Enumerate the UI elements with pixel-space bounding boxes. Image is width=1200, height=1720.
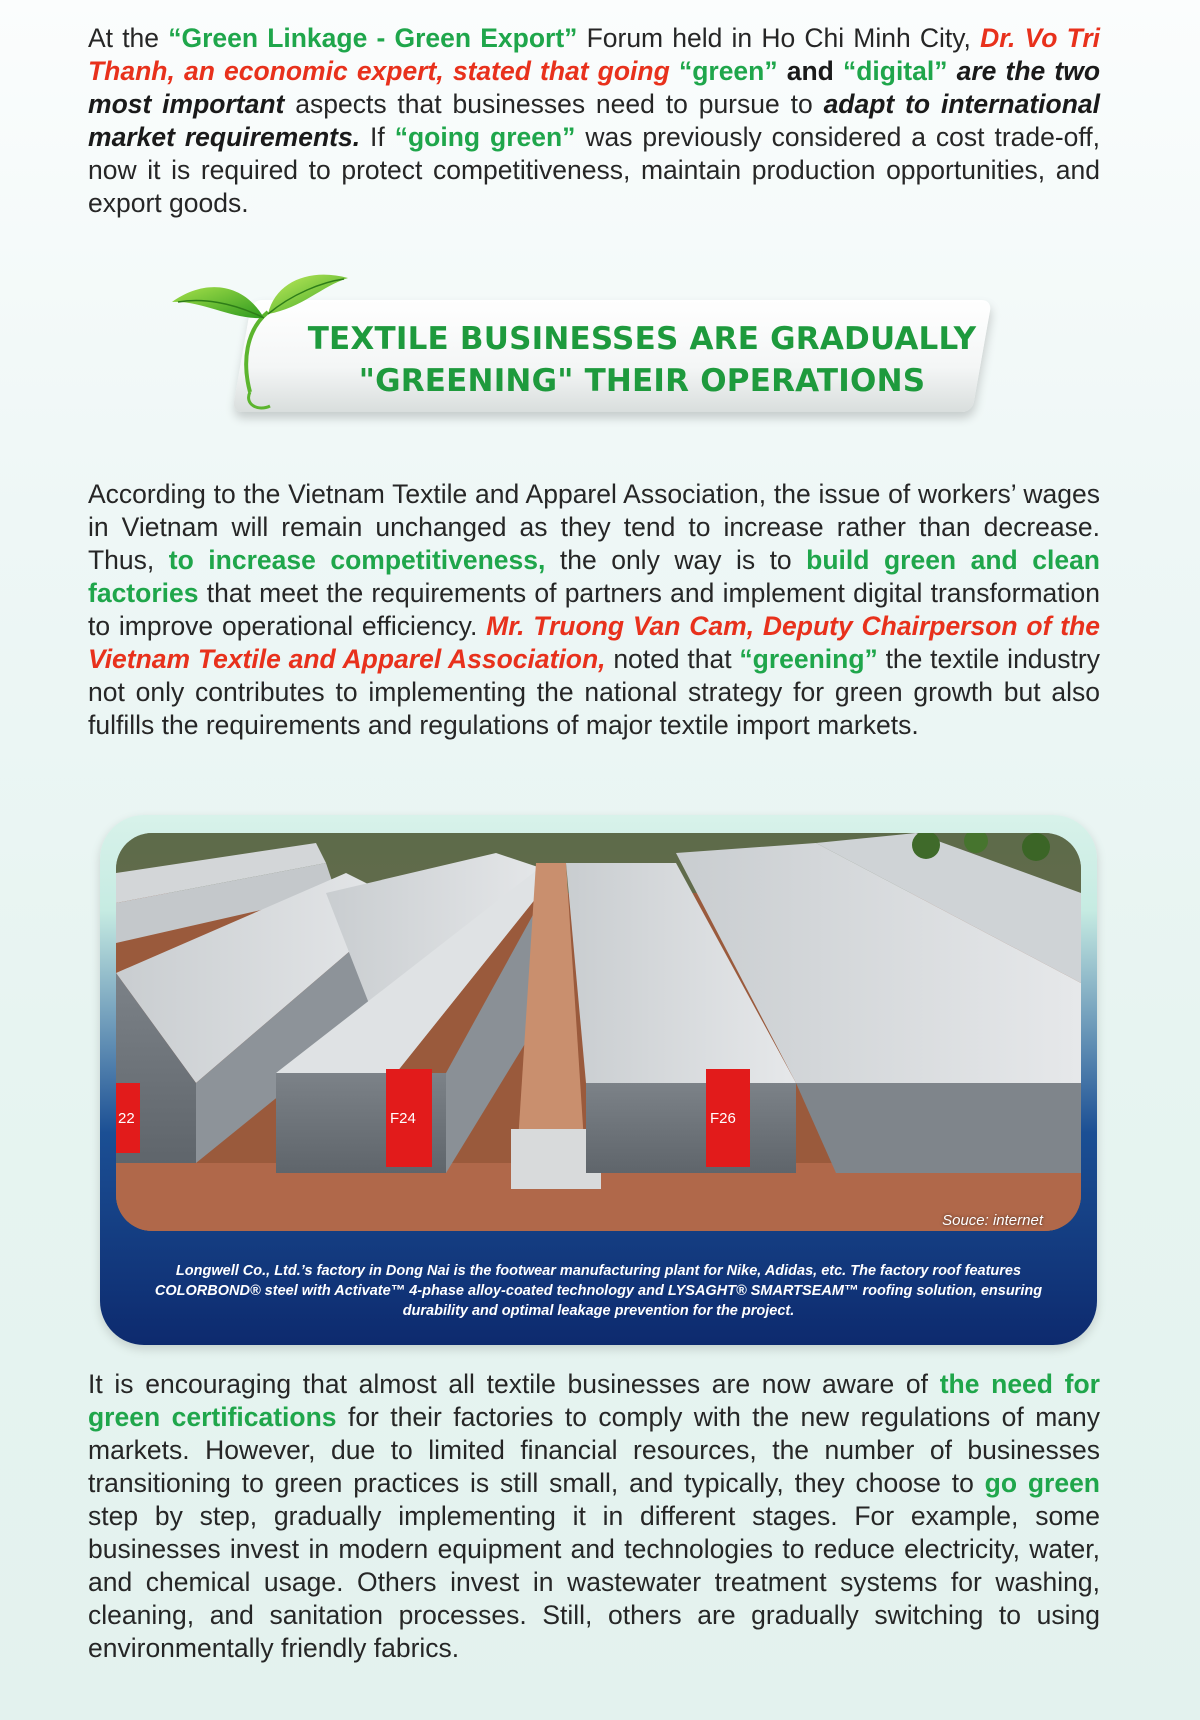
building-label-f26: F26	[710, 1110, 736, 1127]
building-label-f24: F24	[390, 1110, 416, 1127]
intro-text-5: was previously considered a cost trade-off, now it is required to protect competitiveness, maintain production opportunities, and export goods.	[88, 122, 1101, 218]
going-green-keyword: “going green”	[394, 122, 576, 152]
intro-text-2: Forum held in Ho Chi Minh City,	[577, 23, 981, 53]
para3-text-3: step by step, gradually implementing it in different stages. For example, some businesses invest in modern equipment and technologies to reduce electricity, water, and chemical usage. Others invest in wastewater treatment systems for washing, cleaning, and sanitation processes. Still, others are gradually switching to using environmentally friendly fabrics.	[88, 1501, 1100, 1663]
photo-caption: Longwell Co., Ltd.’s factory in Dong Nai is the footwear manufacturing plant for Nike, Adidas, etc. The factory roof features COLORBOND® steel with Activate™ 4-phase alloy-coated technology and LYSAGHT® SMARTSEAM™ roofing solution, ensuring durability and optimal leakage prevention for the project.	[154, 1263, 1043, 1319]
para2-text-4: noted that	[605, 644, 740, 674]
para2-text-3: that meet the requirements of partners and implement digital transformation to improve operational efficiency.	[88, 578, 1100, 641]
heading-line-2: "GREENING" THEIR OPERATIONS	[358, 363, 926, 399]
intro-text-4: If	[360, 122, 395, 152]
increase-competitiveness: to increase competitiveness,	[168, 545, 546, 575]
expert-statement: Dr. Vo Tri Thanh, an economic expert, stated that going	[88, 23, 1100, 86]
factory-illustration	[116, 833, 1081, 1231]
heading-line-1: TEXTILE BUSINESSES ARE GRADUALLY	[307, 321, 977, 357]
deputy-chairperson: Mr. Truong Van Cam, Deputy Chairperson of the Vietnam Textile and Apparel Association,	[88, 611, 1100, 674]
greening-keyword: “greening”	[739, 644, 878, 674]
and-word: and	[777, 56, 843, 86]
para3-text-1: It is encouraging that almost all textile businesses are now aware of	[88, 1369, 940, 1399]
para2-text-1: According to the Vietnam Textile and Apparel Association, the issue of workers’ wages in Vietnam will remain unchanged as they tend to increase rather than decrease. Thus,	[88, 479, 1100, 575]
para3-text-2: for their factories to comply with the new regulations of many markets. However, due to limited financial resources, the number of businesses transitioning to green practices is still small, and typically, they choose to	[88, 1402, 1100, 1498]
para2-text-5: the textile industry not only contributes to implementing the national strategy for green growth but also fulfills the requirements and regulations of major textile import markets.	[88, 644, 1100, 740]
two-most-important: are the two most important	[88, 56, 1101, 119]
build-green-factories: build green and clean factories	[88, 545, 1100, 608]
adapt-requirements: adapt to international market requirements.	[88, 89, 1100, 152]
go-green-keyword: go green	[984, 1468, 1100, 1498]
forum-name: “Green Linkage - Green Export”	[168, 23, 578, 53]
green-certifications: the need for green certifications	[88, 1369, 1100, 1432]
factory-photo-card	[100, 815, 1097, 1345]
digital-keyword: “digital”	[842, 56, 948, 86]
intro-paragraph	[88, 22, 1100, 220]
intro-text-3: aspects that businesses need to pursue to	[284, 89, 824, 119]
para2-text-2: the only way is to	[545, 545, 807, 575]
green-keyword: “green”	[678, 56, 778, 86]
section-heading	[302, 318, 982, 402]
intro-text-1: At the	[88, 23, 169, 53]
association-paragraph	[88, 478, 1100, 742]
section-heading-banner	[172, 272, 1008, 420]
photo-source: Souce: internet	[942, 1212, 1043, 1229]
certification-paragraph	[88, 1368, 1100, 1665]
factory-aerial-photo	[116, 833, 1081, 1231]
building-label-22: 22	[118, 1110, 135, 1127]
